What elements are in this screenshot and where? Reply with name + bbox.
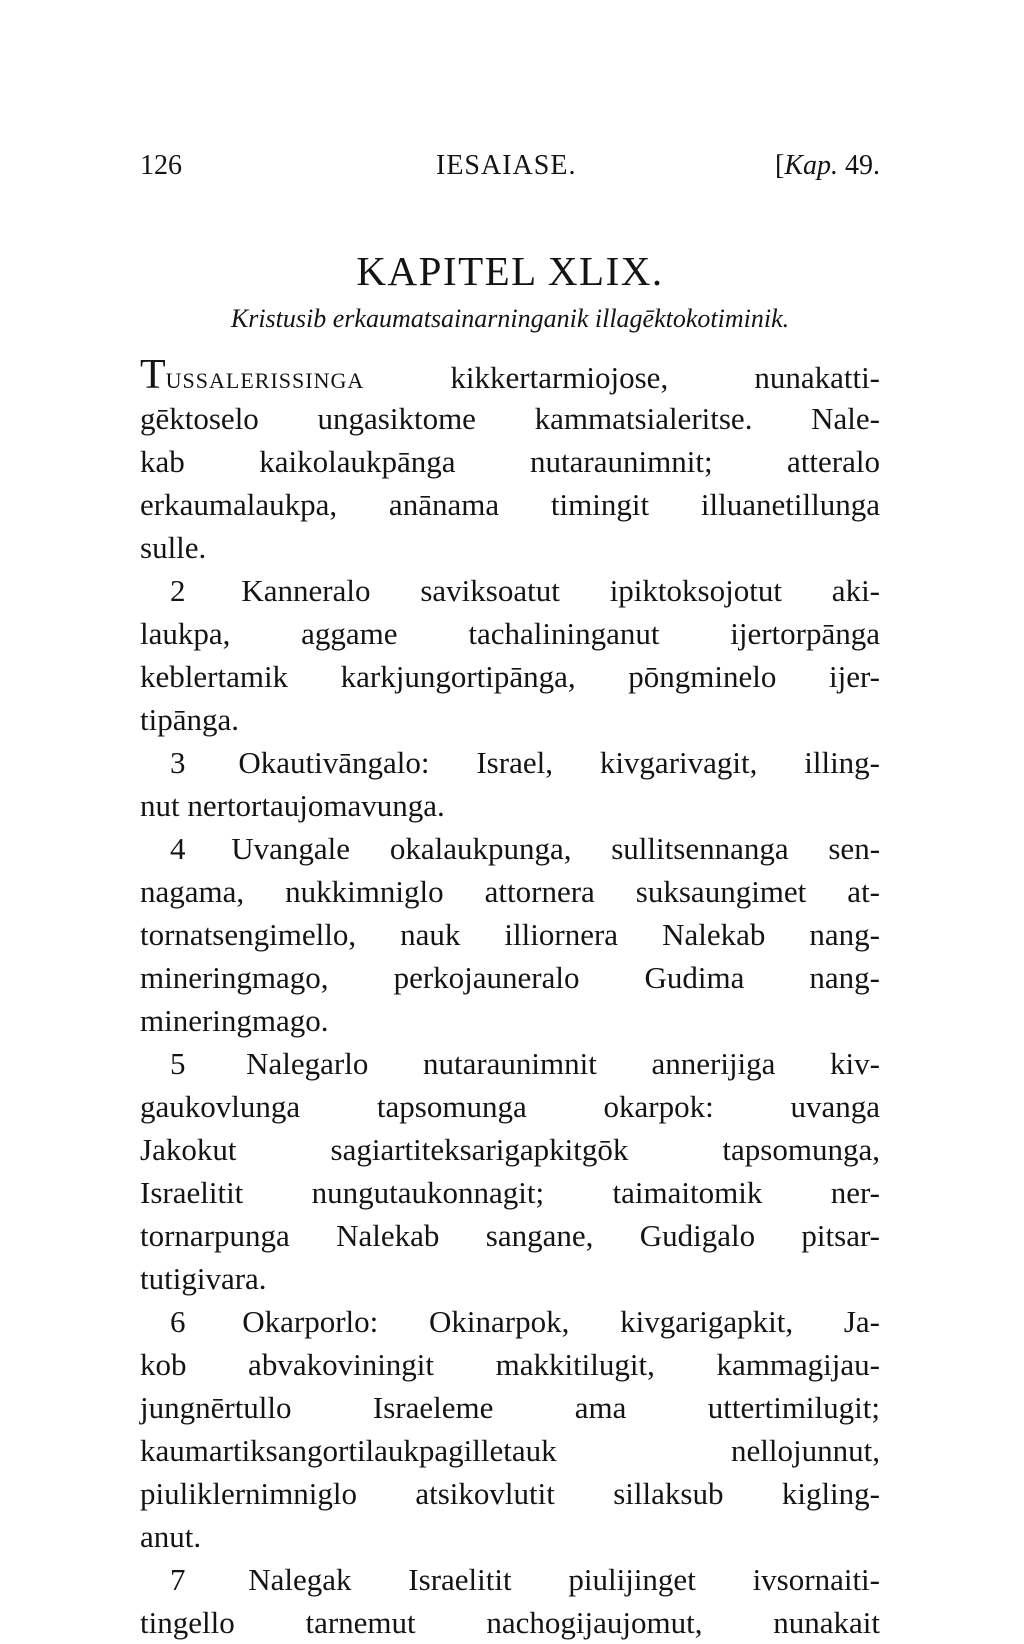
chapter-ref-number: 49. bbox=[845, 150, 880, 181]
chapter-ref-kap: Kap. bbox=[784, 150, 838, 181]
verse-6-first-line: 6 Okarporlo: Okinarpok, kivgarigapkit, Ja- bbox=[170, 1304, 881, 1339]
text-line: tipānga. bbox=[140, 702, 239, 737]
text-line: jungnērtullo Israeleme ama uttertimilugit; bbox=[140, 1390, 880, 1425]
verse-number: 3 bbox=[170, 745, 186, 780]
verse-number: 5 bbox=[170, 1046, 186, 1081]
verse-4-first-line: 4 Uvangale okalaukpunga, sullitsennanga sen- bbox=[170, 831, 881, 866]
text-line: Israelitit nungutaukonnagit; taimaitomik ner- bbox=[140, 1175, 880, 1210]
text-line: laukpa, aggame tachalininganut ijertorpānga bbox=[140, 616, 880, 651]
verse-1-first-line-rest: kikkertarmiojose, nunakatti- bbox=[450, 360, 881, 395]
text-line: kab kaikolaukpānga nutaraunimnit; atteralo bbox=[140, 444, 880, 479]
text-line: piuliklernimniglo atsikovlutit sillaksub kigling- bbox=[140, 1476, 880, 1511]
text-line: gēktoselo ungasiktome kammatsialeritse. Nale- bbox=[140, 401, 880, 436]
verse-number: 7 bbox=[170, 1562, 186, 1597]
verse-3-first-line: 3 Okautivāngalo: Israel, kivgarivagit, illing- bbox=[170, 745, 881, 780]
body-text bbox=[140, 354, 880, 1644]
chapter-ref-bracket: [ bbox=[774, 150, 785, 181]
verse-5-first-line: 5 Nalegarlo nutaraunimnit annerijiga kiv- bbox=[170, 1046, 880, 1081]
text-line: Jakokut sagiartiteksarigapkitgōk tapsomunga, bbox=[140, 1132, 880, 1167]
text-line: tornarpunga Nalekab sangane, Gudigalo pitsar- bbox=[140, 1218, 880, 1253]
text-line: tutigivara. bbox=[140, 1261, 267, 1296]
text-line: gaukovlunga tapsomunga okarpok: uvanga bbox=[140, 1089, 880, 1124]
text-line: anut. bbox=[140, 1519, 202, 1554]
text-line: tornatsengimello, nauk illiornera Nalekab nang- bbox=[140, 917, 880, 952]
text-line: nagama, nukkimniglo attornera suksaungimet at- bbox=[140, 874, 880, 909]
text-line: keblertamik karkjungortipānga, pōngminelo ijer- bbox=[140, 659, 880, 694]
text-line: mineringmago, perkojauneralo Gudima nang- bbox=[140, 960, 880, 995]
drop-cap: T bbox=[140, 352, 166, 398]
text-line: sulle. bbox=[140, 530, 207, 565]
chapter-summary: Kristusib erkaumatsainarninganik illagēktokotiminik. bbox=[230, 304, 790, 333]
text-line: tingello tarnemut nachogijaujomut, nunakait bbox=[140, 1605, 880, 1640]
verse-7-first-line: 7 Nalegak Israelitit piulijinget ivsornaiti- bbox=[170, 1562, 880, 1597]
text-line: mineringmago. bbox=[140, 1003, 329, 1038]
text-line: kob abvakoviningit makkitilugit, kammagijau- bbox=[140, 1347, 880, 1382]
page-number: 126 bbox=[140, 150, 182, 181]
verse-2-first-line: 2 Kanneralo saviksoatut ipiktoksojotut aki- bbox=[170, 573, 880, 608]
text-line: nut nertortaujomavunga. bbox=[140, 788, 445, 823]
chapter-reference bbox=[775, 150, 880, 182]
book-title: IESAIASE. bbox=[436, 150, 577, 181]
text-line: kaumartiksangortilaukpagilletauk nellojunnut, bbox=[140, 1433, 880, 1468]
verse-1-first-line bbox=[140, 354, 880, 397]
verse-number: 6 bbox=[170, 1304, 186, 1339]
small-caps-word: USSALERISSINGA bbox=[165, 368, 365, 393]
verse-number: 4 bbox=[170, 831, 186, 866]
running-head bbox=[140, 150, 880, 190]
text-line: erkaumalaukpa, anānama timingit illuanetillunga bbox=[140, 487, 880, 522]
verse-number: 2 bbox=[170, 573, 186, 608]
chapter-heading: KAPITEL XLIX. bbox=[356, 248, 664, 294]
